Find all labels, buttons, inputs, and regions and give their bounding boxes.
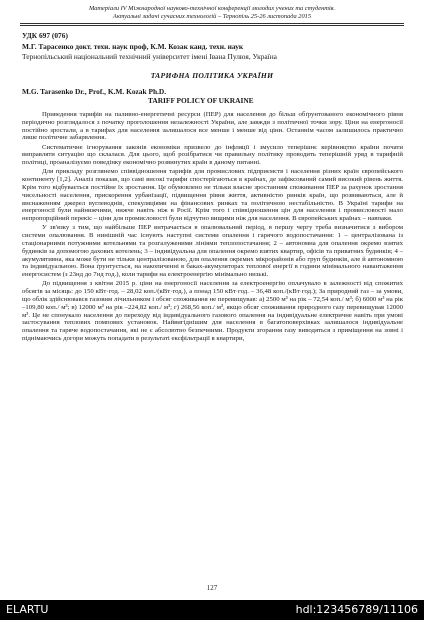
- footer-handle: hdl:123456789/11106: [295, 603, 418, 616]
- authors-en: M.G. Tarasenko Dr., Prof., K.M. Kozak Ph.D.: [22, 87, 167, 96]
- header-rule-thin: [20, 25, 404, 26]
- running-header: [20, 5, 404, 20]
- paragraph-4: У зв'язку з тим, що найбільше ПЕР витрачається в опалювальний період, в першу чергу треба визначитися з вибором системи опалювання. В нинішній час існують наступні системи опалення і гарячого водопостачання: 1 – централізована із стаціонарними потужними котельнями та розгалуженими лініями теплопостачання; 2 – автономна для опалення окремо взятих будинків за допомогою дахових котелень; 3 – індивідуальна для опалення окремо взятих квартир, офісів та приватних будинків; 4 – акумулятивна, яка може бути не тільки централізованою, для опалення окремих мікрорайонів або груп будинків, але й автономною та індивідуальною. Вона ґрунтується, на накопиченні в баках-акумуляторах теплової енергії в години мінімального навантаження енергосистем (з 23нд до 7нд год.), коли тарифи на електроенергію мінімально низькі.: [22, 224, 403, 279]
- page-number: 127: [206, 584, 218, 592]
- title-en: TARIFF POLICY OF UKRAINE: [148, 96, 254, 105]
- repository-footer-bar: [0, 600, 424, 620]
- article-body: [22, 111, 403, 344]
- title-ua: ТАРИФНА ПОЛІТИКА УКРАЇНИ: [150, 71, 274, 80]
- paragraph-1: Приведення тарифів на паливно-енергетичні ресурси (ПЕР) для населення до більш обґрунтованого економічного рівня періодично розглядалося з початку проголошення незалежності України, але завжди з політичної точки зору. Ціни на енергоносії постійно зростали, а в тарифах для населення залишалося все менше і менше від ціни. Останнім часом залишилось практично лише політичне забарвлення.: [22, 111, 403, 142]
- udk-code: УДК 697 (076): [22, 31, 68, 40]
- paragraph-5: До підвищення з квітня 2015 р. ціни на енергоносії населення за електроенергію оплачувало в залежності від спожитих обсягів за місяць: до 150 кВт·год. – 28,02 коп./(кВт·год.), а понад 150 кВт·год. – 36,48 коп./(кВт·год.); За природний газ – за умови, що облік здійснювався газовим лічильником і обсяг споживання не перевищував: а) 2500 м³ на рік – 72,54 коп./ м³; б) 6000 м³ на рік –109,80 коп./ м³; в) 12000 м³ на рік –224,82 коп./ м³; г) 268,56 коп./ м³, якщо обсяг споживання природного газу перевищував 12000 м³. Це не спонукало населення до переходу від індивідуального газового опалення на індивідуальне електричне навіть при умові застосування теплових помпових установок. Найвигіднішим для населення в багатоповерхівках залишалося індивідуальне опалення та гаряче водопостачання, які не є абсолютно безпечними. Продукти згорання газу виводяться з приміщення на зовні і піднімаючись догори можуть попадати в результаті ексфільтрації в квартири,: [22, 280, 403, 342]
- affiliation: Тернопільський національний технічний університет імені Івана Пулюя, Україна: [22, 52, 277, 61]
- paragraph-2: Систематичне ігнорування законів економіки призвело до інфляції і змусило теперішнє керівництво країни почати виправляти ситуацію що склалася. Для цього, щоб розібратися чи правильну політику проводить теперішній уряд в тарифній політиці, проаналізуємо поведінку економічно розвинутих країн в даному питанні.: [22, 143, 403, 167]
- authors-ua: М.Г. Тарасенко докт. техн. наук проф, К.М. Козак канд. техн. наук: [22, 42, 244, 51]
- paragraph-3: Для прикладу розглянемо співвідношення тарифів для промислових підприємств і населення різних країн європейського континенту [1,2]. Аналіз показав, що самі високі тарифи спостерігаються в країнах, де зафіксований самий високий рівень життя. Крім того відбувається постійне їх зростання. Це обумовлено не тільки власне зростанням споживання ПЕР за рахунок зростання чисельності населення, прискорення урбанізації, підвищення рівня життя, активністю ринків країн, що розвиваються, але й виснаженням джерел вуглеводнів, спекуляціями на фінансових ринках та політичною нестабільністю. В Україні тарифи на енергоносії були найнижчими, нижче навіть ніж в Росії. Крім того і співвідношення цін для населення і промисловості мало непропорційний перекіс – ціни для промисловості були відчутно вищими ніж для населення. В європейських країнах – навпаки.: [22, 168, 403, 223]
- header-rule-thick: [20, 23, 404, 24]
- footer-repository-name: ELARTU: [6, 603, 49, 616]
- header-line-1: Матеріали IV Міжнародної науково-технічної конференції молодих учених та студентів.: [88, 5, 336, 12]
- header-line-2: Актуальні задачі сучасних технологій – Тернопіль 25-26 листопада 2015: [112, 12, 312, 20]
